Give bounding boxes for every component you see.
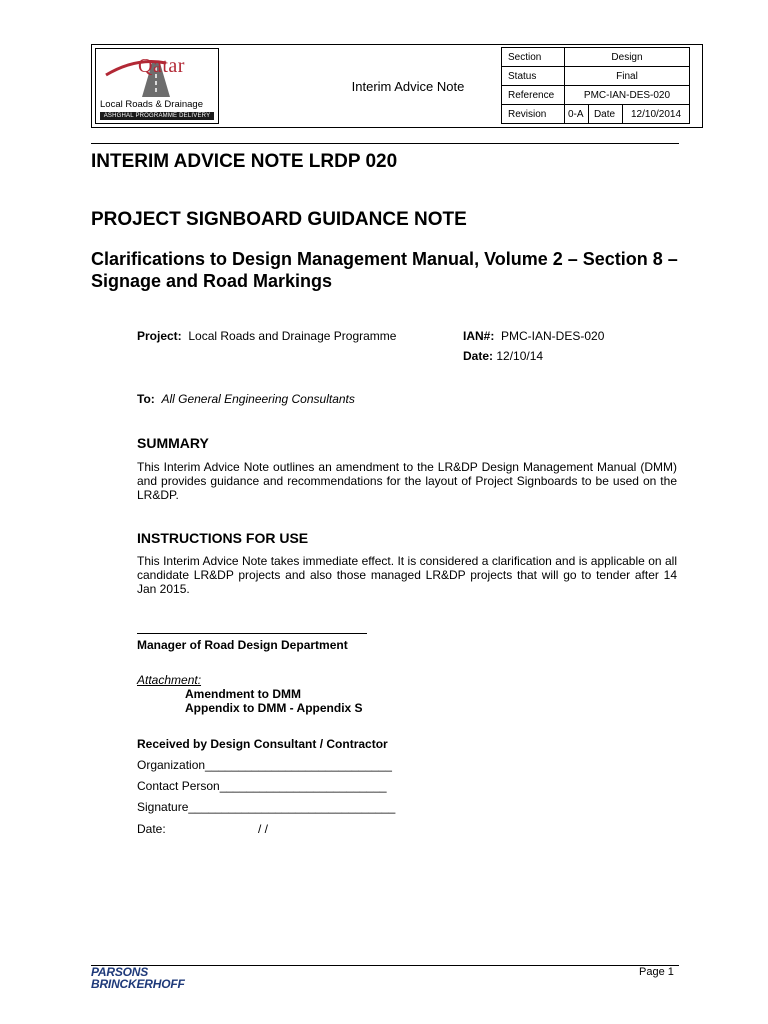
- project-line: [137, 329, 396, 343]
- document-clarification-heading: Clarifications to Design Management Manual, Volume 2 – Section 8 – Signage and Road Markings: [91, 249, 678, 291]
- attachment-label: Attachment:: [137, 673, 202, 687]
- date-field-value: / /: [258, 822, 269, 836]
- reference-label: Reference: [502, 86, 565, 105]
- to-line: [137, 392, 355, 406]
- document-info-table: [501, 47, 690, 124]
- section-value: Design: [565, 48, 690, 67]
- ian-value: PMC-IAN-DES-020: [501, 329, 605, 343]
- signature-field: Signature_______________________________: [137, 800, 396, 814]
- document-header: [91, 44, 703, 128]
- ian-line: [463, 329, 604, 343]
- project-value: Local Roads and Drainage Programme: [188, 329, 397, 343]
- to-value: All General Engineering Consultants: [161, 392, 355, 406]
- page-number: Page 1: [639, 966, 674, 978]
- parsons-brinckerhoff-logo: [91, 966, 185, 990]
- attachment-item: Appendix to DMM - Appendix S: [185, 701, 363, 715]
- signatory-title: Manager of Road Design Department: [137, 638, 348, 652]
- logo-tagline-bar: ASHGHAL PROGRAMME DELIVERY: [100, 112, 214, 120]
- contact-person-field: Contact Person_________________________: [137, 779, 387, 793]
- project-label: Project:: [137, 329, 182, 343]
- received-heading: Received by Design Consultant / Contractor: [137, 737, 388, 751]
- revision-value: 0-A: [565, 105, 589, 124]
- revision-label: Revision: [502, 105, 565, 124]
- reference-value: PMC-IAN-DES-020: [565, 86, 690, 105]
- date-label: Date: [588, 105, 622, 124]
- instructions-heading: INSTRUCTIONS FOR USE: [137, 530, 309, 546]
- to-label: To:: [137, 392, 155, 406]
- brand-line: PARSONS: [91, 965, 149, 979]
- date-label-text: Date:: [463, 349, 494, 363]
- section-label: Section: [502, 48, 565, 67]
- attachment-item: Amendment to DMM: [185, 687, 301, 701]
- instructions-text: This Interim Advice Note takes immediate effect. It is considered a clarification and is applicable on all candidate LR&DP projects and also those managed LR&DP projects that will go to tender after 14 Jan 2015.: [137, 554, 677, 596]
- date-line: [463, 349, 543, 363]
- logo-subtitle: Local Roads & Drainage: [100, 99, 203, 110]
- date-text: 12/10/14: [496, 349, 544, 363]
- document-title: INTERIM ADVICE NOTE LRDP 020: [91, 151, 398, 172]
- signature-line: [137, 633, 367, 634]
- qatar-lrdp-logo: [95, 48, 219, 124]
- summary-text: This Interim Advice Note outlines an amendment to the LR&DP Design Management Manual (DMM) and provides guidance and recommendations for the layout of Project Signboards to be used on the LR&DP.: [137, 460, 677, 502]
- header-divider: [91, 143, 679, 144]
- date-field-label: Date:: [137, 822, 166, 836]
- ian-label: IAN#:: [463, 329, 495, 343]
- summary-heading: SUMMARY: [137, 435, 209, 451]
- brand-line: BRINCKERHOFF: [91, 977, 185, 991]
- date-value: 12/10/2014: [623, 105, 690, 124]
- organization-field: Organization____________________________: [137, 758, 392, 772]
- status-label: Status: [502, 67, 565, 86]
- header-title-text: Interim Advice Note: [351, 78, 465, 94]
- logo-wordmark: Qatar: [138, 55, 185, 77]
- status-value: Final: [565, 67, 690, 86]
- document-subtitle: PROJECT SIGNBOARD GUIDANCE NOTE: [91, 209, 467, 230]
